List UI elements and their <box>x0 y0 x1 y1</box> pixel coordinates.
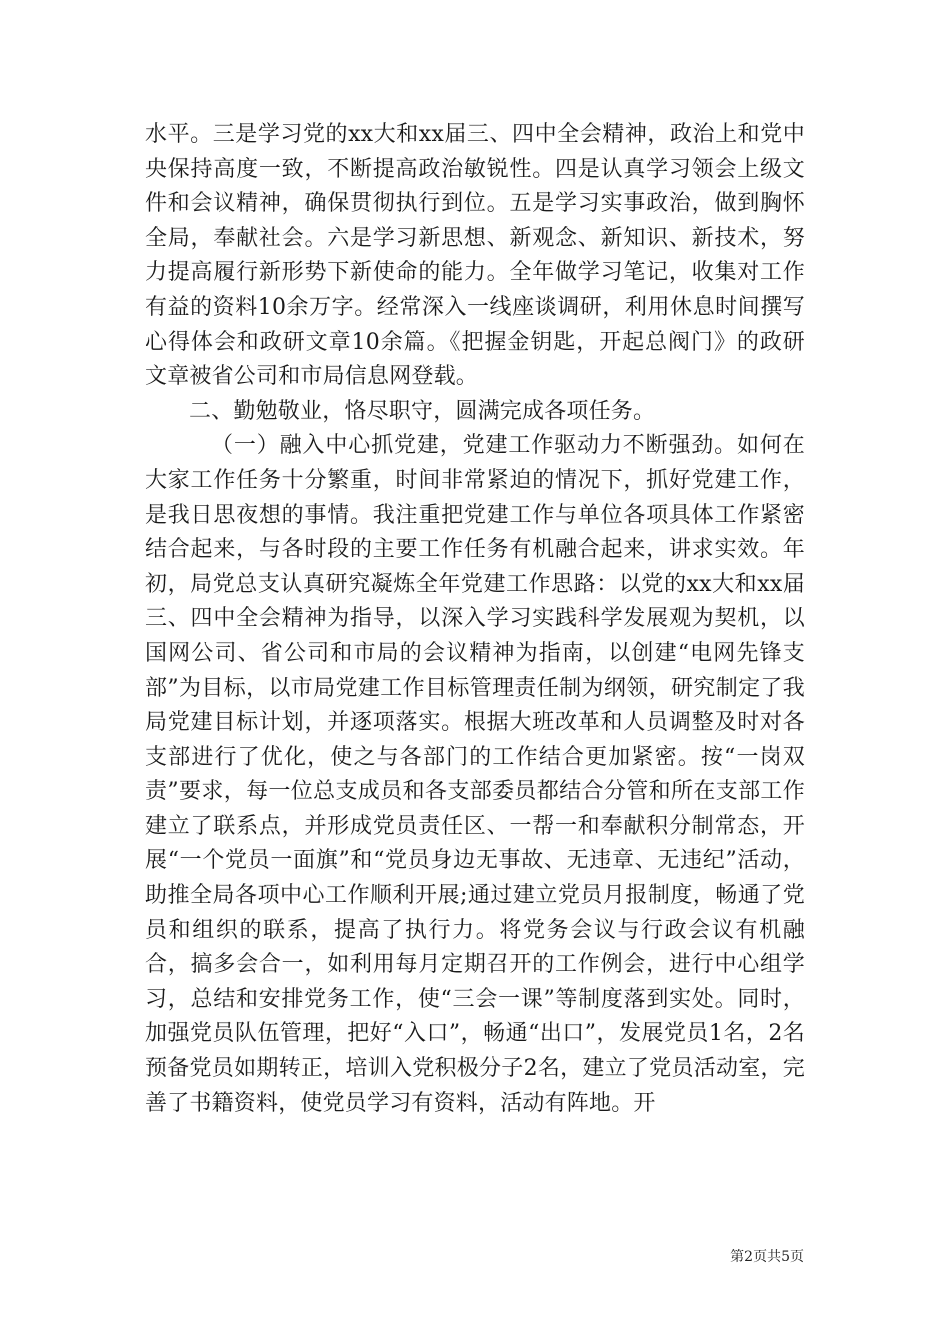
page-number-footer: 第2页共5页 <box>730 1249 804 1265</box>
document-body <box>145 118 805 1121</box>
paragraph-party-building: （一）融入中心抓党建，党建工作驱动力不断强劲。如何在大家工作任务十分繁重，时间非常紧迫的情况下，抓好党建工作，是我日思夜想的事情。我注重把党建工作与单位各项具体工作紧密结合起来，与各时段的主要工作任务有机融合起来，讲求实效。年初，局党总支认真研究凝炼全年党建工作思路：以党的xx大和xx届三、四中全会精神为指导，以深入学习实践科学发展观为契机，以国网公司、省公司和市局的会议精神为指南，以创建“电网先锋支部”为目标，以市局党建工作目标管理责任制为纲领，研究制定了我局党建目标计划，并逐项落实。根据大班改革和人员调整及时对各支部进行了优化，使之与各部门的工作结合更加紧密。按“一岗双责”要求，每一位总支成员和各支部委员都结合分管和所在支部工作建立了联系点，并形成党员责任区、一帮一和奉献积分制常态，开展“一个党员一面旗”和“党员身边无事故、无违章、无违纪”活动，助推全局各项中心工作顺利开展;通过建立党员月报制度，畅通了党员和组织的联系，提高了执行力。将党务会议与行政会议有机融合，搞多会合一，如利用每月定期召开的工作例会，进行中心组学习，总结和安排党务工作，使“三会一课”等制度落到实处。同时，加强党员队伍管理，把好“入口”，畅通“出口”，发展党员1名，2名预备党员如期转正，培训入党积极分子2名，建立了党员活动室，完善了书籍资料，使党员学习有资料，活动有阵地。开 <box>145 433 805 1116</box>
paragraph-study-content: 水平。三是学习党的xx大和xx届三、四中全会精神，政治上和党中央保持高度一致，不断提高政治敏锐性。四是认真学习领会上级文件和会议精神，确保贯彻执行到位。五是学习实事政治，做到胸怀全局，奉献社会。六是学习新思想、新观念、新知识、新技术，努力提高履行新形势下新使命的能力。全年做学习笔记，收集对工作有益的资料10余万字。经常深入一线座谈调研，利用休息时间撰写心得体会和政研文章10余篇。《把握金钥匙，开起总阀门》的政研文章被省公司和市局信息网登载。 <box>145 122 805 390</box>
section-heading-diligence: 二、勤勉敬业，恪尽职守，圆满完成各项任务。 <box>189 398 656 424</box>
